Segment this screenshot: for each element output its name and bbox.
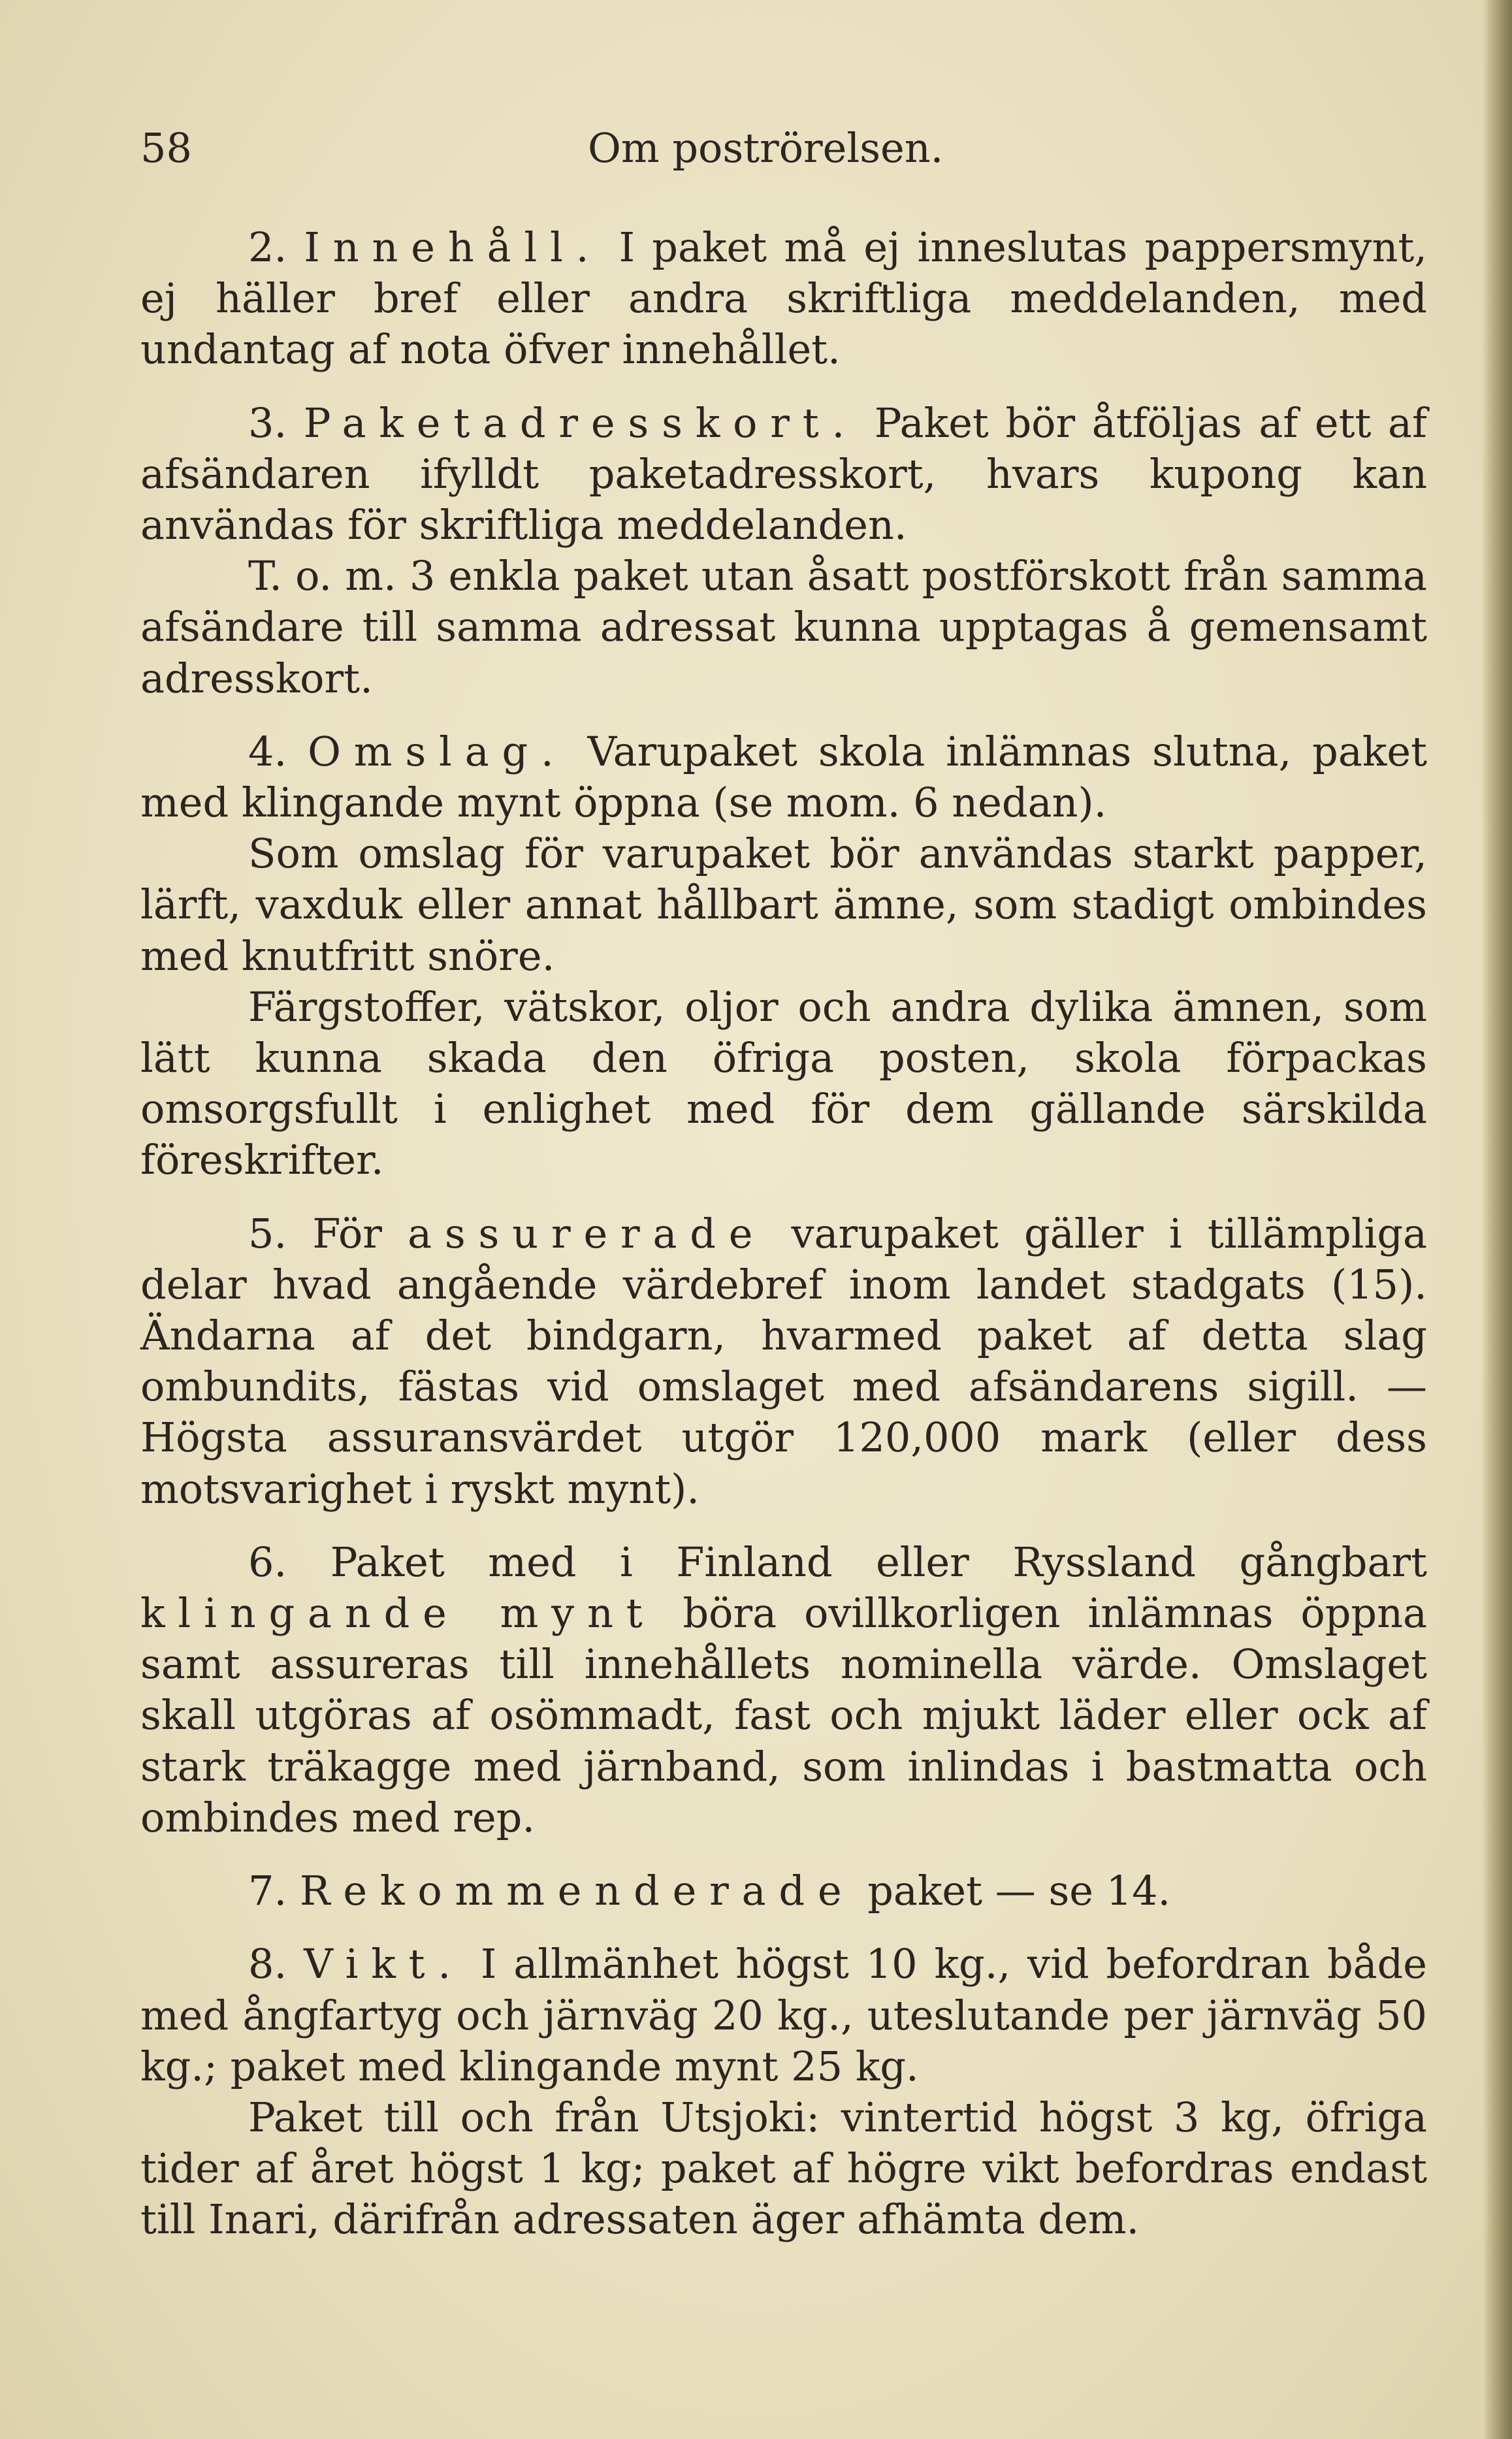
omslag-paragraph-2: Som omslag för varupaket bör användas starkt papper, lärft, vaxduk eller annat hållbart ämne, som stadigt ombindes med knutfritt snöre. [140,830,1427,980]
section-number: 2. [248,223,287,271]
section-prefix: För [312,1209,382,1257]
section-text: I paket må ej inneslutas pappersmynt, ej häller bref eller andra skriftliga meddelanden, med undantag af nota öfver innehållet. [140,223,1428,374]
section-number: 4. [248,727,287,775]
section-mynt [140,1537,1427,1843]
section-text-after: böra ovillkorligen inlämnas öppna samt assureras till innehållets nominella värde. Omslaget skall utgöras af osömmadt, fast och mjukt läder eller ock af stark träkagge med järnband, som inlindas i bastmatta och ombindes med rep. [140,1589,1427,1841]
section-heading: Vikt. [304,1940,464,1988]
paketadresskort-note: T. o. m. 3 enkla paket utan åsatt postförskott från samma afsändare till samma adressat kunna upptagas å gemensamt adresskort. [140,552,1427,702]
section-emphasis: assurerade [408,1209,766,1257]
section-assurerade [140,1208,1427,1515]
section-emphasis: klingande mynt [140,1589,656,1638]
section-text: Paket bör åtföljas af ett af afsändaren ifylldt paketadresskort, hvars kupong kan användas för skriftliga meddelanden. [140,398,1427,549]
vikt-paragraph-2: Paket till och från Utsjoki: vintertid högst 3 kg, öfriga tider af året högst 1 kg; paket af högre vikt befordras endast till Inari, därifrån adressaten äger afhämta dem. [140,2093,1427,2244]
section-text-before: Paket med i Finland eller Ryssland gångbart [330,1538,1427,1586]
section-text: Varupaket skola inlämnas slutna, paket med klingande mynt öppna (se mom. 6 nedan). [140,727,1427,827]
section-text: I allmänhet högst 10 kg., vid befordran både med ångfartyg och järnväg 20 kg., uteslutande per järnväg 50 kg.; paket med klingande mynt 25 kg. [140,1940,1427,2090]
section-vikt [140,1939,1427,2092]
book-spine-edge [1482,0,1512,2439]
section-heading: Paketadresskort. [303,398,858,447]
page-number: 58 [140,124,192,172]
page-body [140,222,1427,2246]
section-number: 7. [248,1867,287,1915]
section-heading: Rekommenderade [299,1867,855,1915]
omslag-paragraph-3: Färgstoffer, vätskor, oljor och andra dylika ämnen, som lätt kunna skada den öfriga posten, skola förpackas omsorgsfullt i enlighet med för dem gällande särskilda föreskrifter. [140,982,1427,1184]
section-text: paket — se 14. [867,1867,1171,1915]
section-heading: Omslag. [308,727,567,775]
running-title: Om poströrelsen. [588,124,944,172]
section-number: 5. [248,1209,287,1257]
section-paketadresskort [140,398,1427,551]
section-heading: Innehåll. [304,223,602,271]
section-text: varupaket gäller i tillämpliga delar hvad angående värdebref inom landet stadgats (15). Ändarna af det bindgarn, hvarmed paket af detta slag ombundits, fästas vid omslaget med afsändarens sigill. — Högsta assuransvärdet utgör 120,000 mark (eller dess motsvarighet i ryskt mynt). [140,1209,1428,1513]
page-header [140,124,1447,183]
section-innehall [140,222,1427,376]
section-number: 8. [248,1940,287,1988]
section-number: 3. [248,398,287,447]
section-number: 6. [248,1538,287,1586]
section-rekommenderade [140,1866,1427,1916]
section-omslag [140,726,1427,828]
